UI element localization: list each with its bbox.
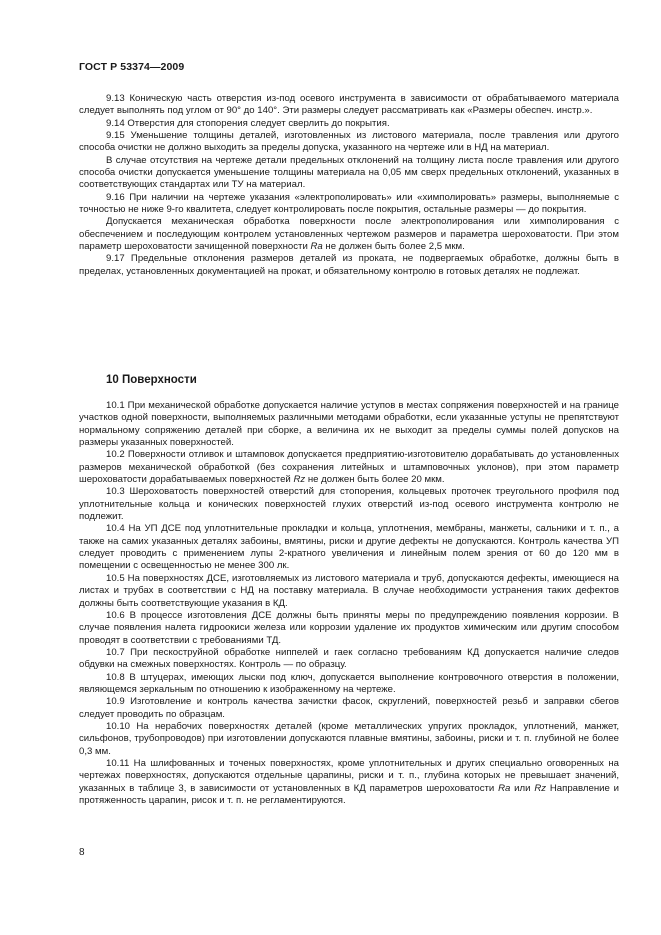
document-header: ГОСТ Р 53374—2009 bbox=[79, 61, 185, 73]
paragraph-9-14: 9.14 Отверстия для стопорения следует сверлить до покрытия. bbox=[106, 117, 390, 129]
paragraph-9-17: 9.17 Предельные отклонения размеров деталей из проката, не подвергаемых обработке, должны быть в пределах, установленных документацией на прокат, и обязательному контролю в готовых деталях не подлежат. bbox=[79, 253, 619, 277]
paragraph-10-6: 10.6 В процессе изготовления ДСЕ должны быть приняты меры по предупреждению появления коррозии. В случае появления налета гидроокиси железа или коррозии удаление их продуктов химическим или другим способом проводят в соответствии с требованиями ТД. bbox=[79, 609, 619, 646]
paragraph-9-13: 9.13 Коническую часть отверстия из-под осевого инструмента в зависимости от обрабатываемого материала следует выполнять под углом от 90° до 140°. Эти размеры следует рассматривать как «Размеры обеспеч. инстр.». bbox=[79, 93, 619, 117]
paragraph-10-9: 10.9 Изготовление и контроль качества зачистки фасок, скруглений, поверхностей резьб и заправки сбегов следует проводить по образцам. bbox=[79, 696, 619, 720]
paragraph-10-7: 10.7 При пескоструйной обработке ниппелей и гаек согласно требованиям КД допускается наличие следов обдувки на смежных поверхностях. Контроль — по образцу. bbox=[79, 646, 619, 671]
page-number: 8 bbox=[79, 847, 85, 858]
paragraph-9-16-note: Допускается механическая обработка поверхности после электрополирования или химполирования с обеспечением и последующим контролем установленных чертежом размеров и параметра шероховатости. При этом параметр шероховатости зачищенной поверхности Ra не должен быть более 2,5 мкм. bbox=[79, 216, 619, 253]
paragraph-10-1: 10.1 При механической обработке допускается наличие уступов в местах сопряжения поверхностей и на границе участков одной поверхности, выполняемых различными методами обработки, если указанные уступы не препятствуют нормальному сопряжению деталей при сборке, а величина их не выходит за пределы суммы полей допусков на размеры указанных поверхностей. bbox=[79, 400, 619, 449]
paragraph-10-11: 10.11 На шлифованных и точеных поверхностях, кроме уплотнительных и других специально оговоренных на чертежах поверхностях, допускаются отдельные царапины, риски и т. п., глубина которых не превышает значений, указанных в таблице 3, в зависимости от установленных в КД параметров шероховатости Ra или Rz Направление и протяженность царапин, рисок и т. п. не регламентируются. bbox=[79, 757, 619, 806]
section-9-text bbox=[79, 93, 619, 278]
paragraph-10-2: 10.2 Поверхности отливок и штамповок допускается предприятию-изготовителю дорабатывать до установленных размеров механической обработкой (без сохранения литейных и штамповочных уклонов), при этом параметр шероховатости дорабатываемых поверхностей Rz не должен быть более 20 мкм. bbox=[79, 449, 619, 486]
paragraph-9-15-note: В случае отсутствия на чертеже детали предельных отклонений на толщину листа после травления или другого способа очистки допускается уменьшение толщины материала на 0,05 мм сверх предельных отклонений, указанных в соответствующих стандартах или ТУ на материал. bbox=[79, 154, 619, 191]
section-10-title: 10 Поверхности bbox=[106, 374, 197, 386]
paragraph-10-4: 10.4 На УП ДСЕ под уплотнительные прокладки и кольца, уплотнения, мембраны, манжеты, сальники и т. п., а также на самих указанных деталях забоины, вмятины, риски и другие дефекты не допускаются. Контроль качества УП следует проводить с применением лупы 2-кратного увеличения и линейным полем зрения от 60 до 120 мм в помещении с освещенностью не менее 300 лк. bbox=[79, 523, 619, 572]
paragraph-10-3: 10.3 Шероховатость поверхностей отверстий для стопорения, кольцевых проточек треугольного профиля под уплотнительные кольца и конических поверхностей глухих отверстий из-под осевого инструмента контролю не подлежит. bbox=[79, 486, 619, 523]
paragraph-10-10: 10.10 На нерабочих поверхностях деталей (кроме металлических упругих прокладок, уплотнений, манжет, сильфонов, трубопроводов) при изготовлении допускаются плавные вмятины, забоины, риски и т. п. глубиной не более 0,3 мм. bbox=[79, 720, 619, 757]
paragraph-9-16: 9.16 При наличии на чертеже указания «электрополировать» или «химполировать» размеры, выполняемые с точностью не ниже 9-го квалитета, следует контролировать после покрытия, остальные размеры — до покрытия. bbox=[79, 191, 619, 216]
section-10-text bbox=[79, 400, 619, 807]
paragraph-10-8: 10.8 В штуцерах, имеющих лыски под ключ, допускается выполнение контровочного отверстия в положении, являющемся зеркальным по отношению к изображенному на чертеже. bbox=[79, 671, 619, 695]
paragraph-10-5: 10.5 На поверхностях ДСЕ, изготовляемых из листового материала и труб, допускаются дефекты, имеющиеся на листах и трубах в соответствии с НД на поставку материала. В случае необходимости устранения таких дефектов должны быть соответствующие указания в КД. bbox=[79, 572, 619, 609]
paragraph-9-15: 9.15 Уменьшение толщины деталей, изготовленных из листового материала, после травления или другого способа очистки не должно выходить за пределы допуска, указанного на чертеже или в НД на материал. bbox=[79, 130, 619, 154]
